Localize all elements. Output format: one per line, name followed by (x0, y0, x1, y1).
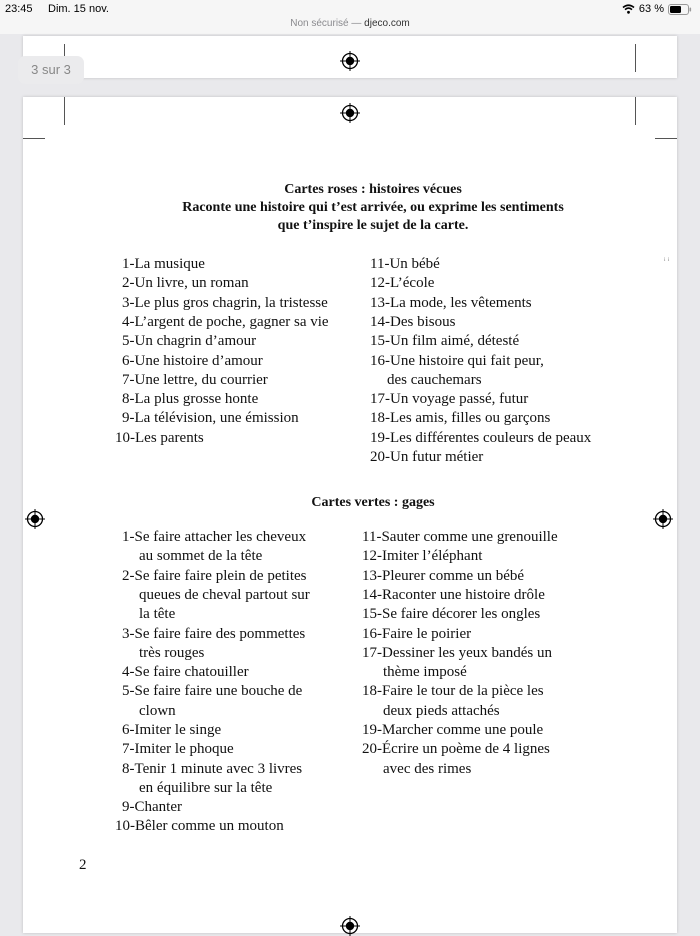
list-item: la tête (139, 606, 176, 622)
list-item: 9-La télévision, une émission (122, 410, 299, 426)
list-item: 5-Se faire faire une bouche de (122, 683, 303, 699)
list-item: 15-Un film aimé, détesté (370, 333, 520, 349)
list-item: clown (139, 703, 176, 719)
list-item: 19-Marcher comme une poule (362, 722, 544, 738)
list-item: 3-Se faire faire des pommettes (122, 626, 306, 642)
green-section-heading (83, 494, 663, 512)
address-bar[interactable] (0, 18, 700, 34)
list-item: 11-Sauter comme une grenouille (362, 529, 558, 545)
date: Dim. 15 nov. (48, 3, 109, 15)
status-right (622, 3, 692, 15)
pink-subtitle-line2: que t’inspire le sujet de la carte. (277, 218, 469, 233)
previous-page[interactable] (23, 36, 677, 78)
list-item: avec des rimes (383, 761, 472, 777)
registration-mark-icon (340, 916, 360, 936)
list-item: 18-Faire le tour de la pièce les (362, 683, 544, 699)
list-item: 2-Se faire faire plein de petites (122, 568, 307, 584)
registration-mark-icon (340, 103, 360, 123)
list-item: 8-La plus grosse honte (122, 391, 259, 407)
list-item: 20-Un futur métier (370, 449, 484, 465)
list-item: 6-Imiter le singe (122, 722, 222, 738)
list-item: 17-Un voyage passé, futur (370, 391, 529, 407)
green-title: Cartes vertes : gages (311, 495, 435, 510)
registration-mark-icon (653, 509, 673, 529)
registration-mark-icon (25, 509, 45, 529)
list-item: au sommet de la tête (139, 548, 263, 564)
crop-mark (635, 44, 636, 72)
list-item: 20-Écrire un poème de 4 lignes (362, 741, 550, 757)
side-mark: ᵢ ᵢ (664, 252, 670, 262)
list-item: deux pieds attachés (383, 703, 500, 719)
list-item: 12-Imiter l’éléphant (362, 548, 483, 564)
list-item: 8-Tenir 1 minute avec 3 livres (122, 761, 303, 777)
list-item: 9-Chanter (122, 799, 182, 815)
clock: 23:45 (5, 3, 33, 15)
list-item: queues de cheval partout sur (139, 587, 310, 603)
list-item: 1-La musique (122, 256, 205, 272)
page-indicator: 3 sur 3 (18, 56, 84, 84)
registration-mark-icon (340, 51, 360, 71)
list-item: 5-Un chagrin d’amour (122, 333, 257, 349)
list-item: 14-Des bisous (370, 314, 456, 330)
url-separator: — (351, 18, 362, 29)
wifi-icon (622, 4, 635, 14)
list-item: 7-Une lettre, du courrier (122, 372, 268, 388)
list-item: 10-Bêler comme un mouton (115, 818, 284, 834)
list-item: 16-Faire le poirier (362, 626, 472, 642)
pink-title: Cartes roses : histoires vécues (284, 182, 462, 197)
crop-mark (64, 97, 65, 125)
list-item: 19-Les différentes couleurs de peaux (370, 430, 592, 446)
crop-mark (635, 97, 636, 125)
battery-icon (668, 4, 692, 15)
list-item: 18-Les amis, filles ou garçons (370, 410, 551, 426)
list-item: thème imposé (383, 664, 467, 680)
list-item: 11-Un bébé (370, 256, 440, 272)
list-item: 13-La mode, les vêtements (370, 295, 532, 311)
list-item: 13-Pleurer comme un bébé (362, 568, 525, 584)
url-domain: djeco.com (364, 18, 410, 29)
list-item: très rouges (139, 645, 205, 661)
page-number: 2 (79, 857, 87, 873)
list-item: 4-L’argent de poche, gagner sa vie (122, 314, 329, 330)
list-item: 16-Une histoire qui fait peur, (370, 353, 544, 369)
list-item: 12-L’école (370, 275, 435, 291)
security-label: Non sécurisé (290, 18, 349, 29)
crop-mark (23, 138, 45, 139)
list-item: en équilibre sur la tête (139, 780, 273, 796)
list-item: 10-Les parents (115, 430, 204, 446)
list-item: 3-Le plus gros chagrin, la tristesse (122, 295, 328, 311)
list-item: 15-Se faire décorer les ongles (362, 606, 541, 622)
pink-subtitle-line1: Raconte une histoire qui t’est arrivée, ou exprime les sentiments (182, 200, 564, 215)
list-item: 1-Se faire attacher les cheveux (122, 529, 307, 545)
battery-percent: 63 % (638, 3, 664, 15)
list-item: 7-Imiter le phoque (122, 741, 234, 757)
list-item: 2-Un livre, un roman (122, 275, 249, 291)
list-item: 14-Raconter une histoire drôle (362, 587, 545, 603)
crop-mark (655, 138, 677, 139)
list-item: des cauchemars (387, 372, 482, 388)
list-item: 6-Une histoire d’amour (122, 353, 263, 369)
pdf-page[interactable] (23, 97, 677, 933)
pink-section-heading (83, 181, 663, 235)
list-item: 17-Dessiner les yeux bandés un (362, 645, 552, 661)
list-item: 4-Se faire chatouiller (122, 664, 249, 680)
